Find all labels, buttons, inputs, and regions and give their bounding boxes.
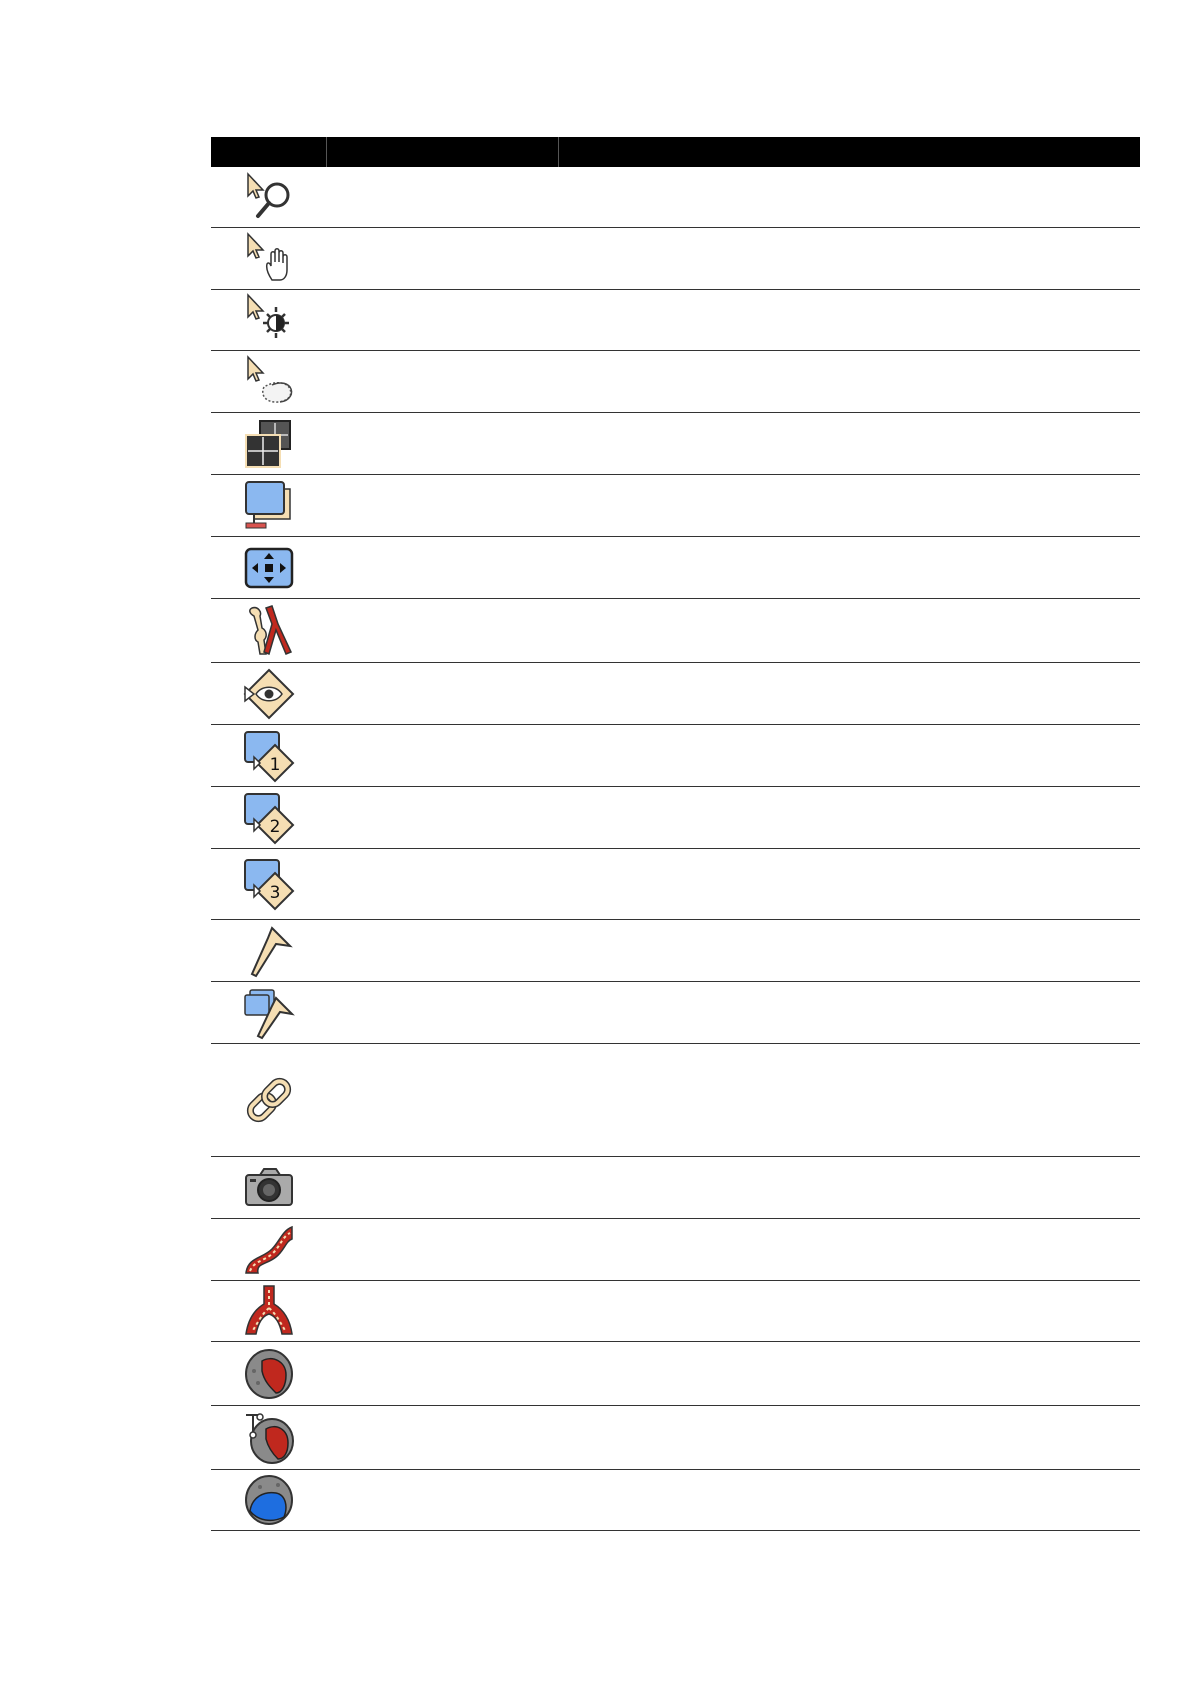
- viewport-reset-icon: [242, 479, 296, 533]
- flag-marker-icon: [242, 924, 296, 978]
- preset-3-icon: [242, 857, 296, 911]
- vessel-segment-icon: [242, 1223, 296, 1277]
- table-row: [211, 982, 1140, 1044]
- camera-snapshot-icon: [242, 1161, 296, 1215]
- layout-grid-icon: [242, 417, 296, 471]
- link-chain-icon: [242, 1073, 296, 1127]
- preset-number-label: 1: [269, 754, 281, 775]
- bone-vessel-icon: [242, 604, 296, 658]
- table-row: [211, 228, 1140, 290]
- heart-chamber-red-icon: [242, 1347, 296, 1401]
- preset-number-label: 2: [269, 816, 281, 837]
- vessel-bifurcation-icon: [242, 1284, 296, 1338]
- table-row: [211, 1281, 1140, 1342]
- table-row: [211, 599, 1140, 663]
- table-row: [211, 849, 1140, 920]
- brightness-contrast-tool-icon: [242, 293, 296, 347]
- table-row: [211, 1219, 1140, 1281]
- table-row: [211, 1406, 1140, 1470]
- table-row: [211, 663, 1140, 725]
- table-row: [211, 351, 1140, 413]
- view-eye-diamond-icon: [242, 667, 296, 721]
- table-row: [211, 920, 1140, 982]
- heart-chamber-blue-icon: [242, 1473, 296, 1527]
- lasso-tool-icon: [242, 355, 296, 409]
- table-row: [211, 725, 1140, 787]
- preset-2-icon: [242, 791, 296, 845]
- zoom-tool-icon: [242, 170, 296, 224]
- pan-tool-icon: [242, 232, 296, 286]
- table-row: [211, 290, 1140, 351]
- table-row: [211, 787, 1140, 849]
- table-row: [211, 1044, 1140, 1157]
- table-row: [211, 475, 1140, 537]
- move-viewport-icon: [242, 541, 296, 595]
- table-row: [211, 413, 1140, 475]
- table-row: [211, 1470, 1140, 1531]
- table-header: [211, 137, 1140, 167]
- table-row: [211, 537, 1140, 599]
- table-row: [211, 1342, 1140, 1406]
- icon-table: [211, 137, 1140, 1531]
- table-row: [211, 167, 1140, 228]
- table-row: [211, 1157, 1140, 1219]
- preset-1-icon: [242, 729, 296, 783]
- preset-number-label: 3: [269, 883, 281, 903]
- header-divider: [326, 137, 327, 167]
- multi-flag-marker-icon: [242, 986, 296, 1040]
- heart-measure-icon: [242, 1411, 296, 1465]
- header-divider: [558, 137, 559, 167]
